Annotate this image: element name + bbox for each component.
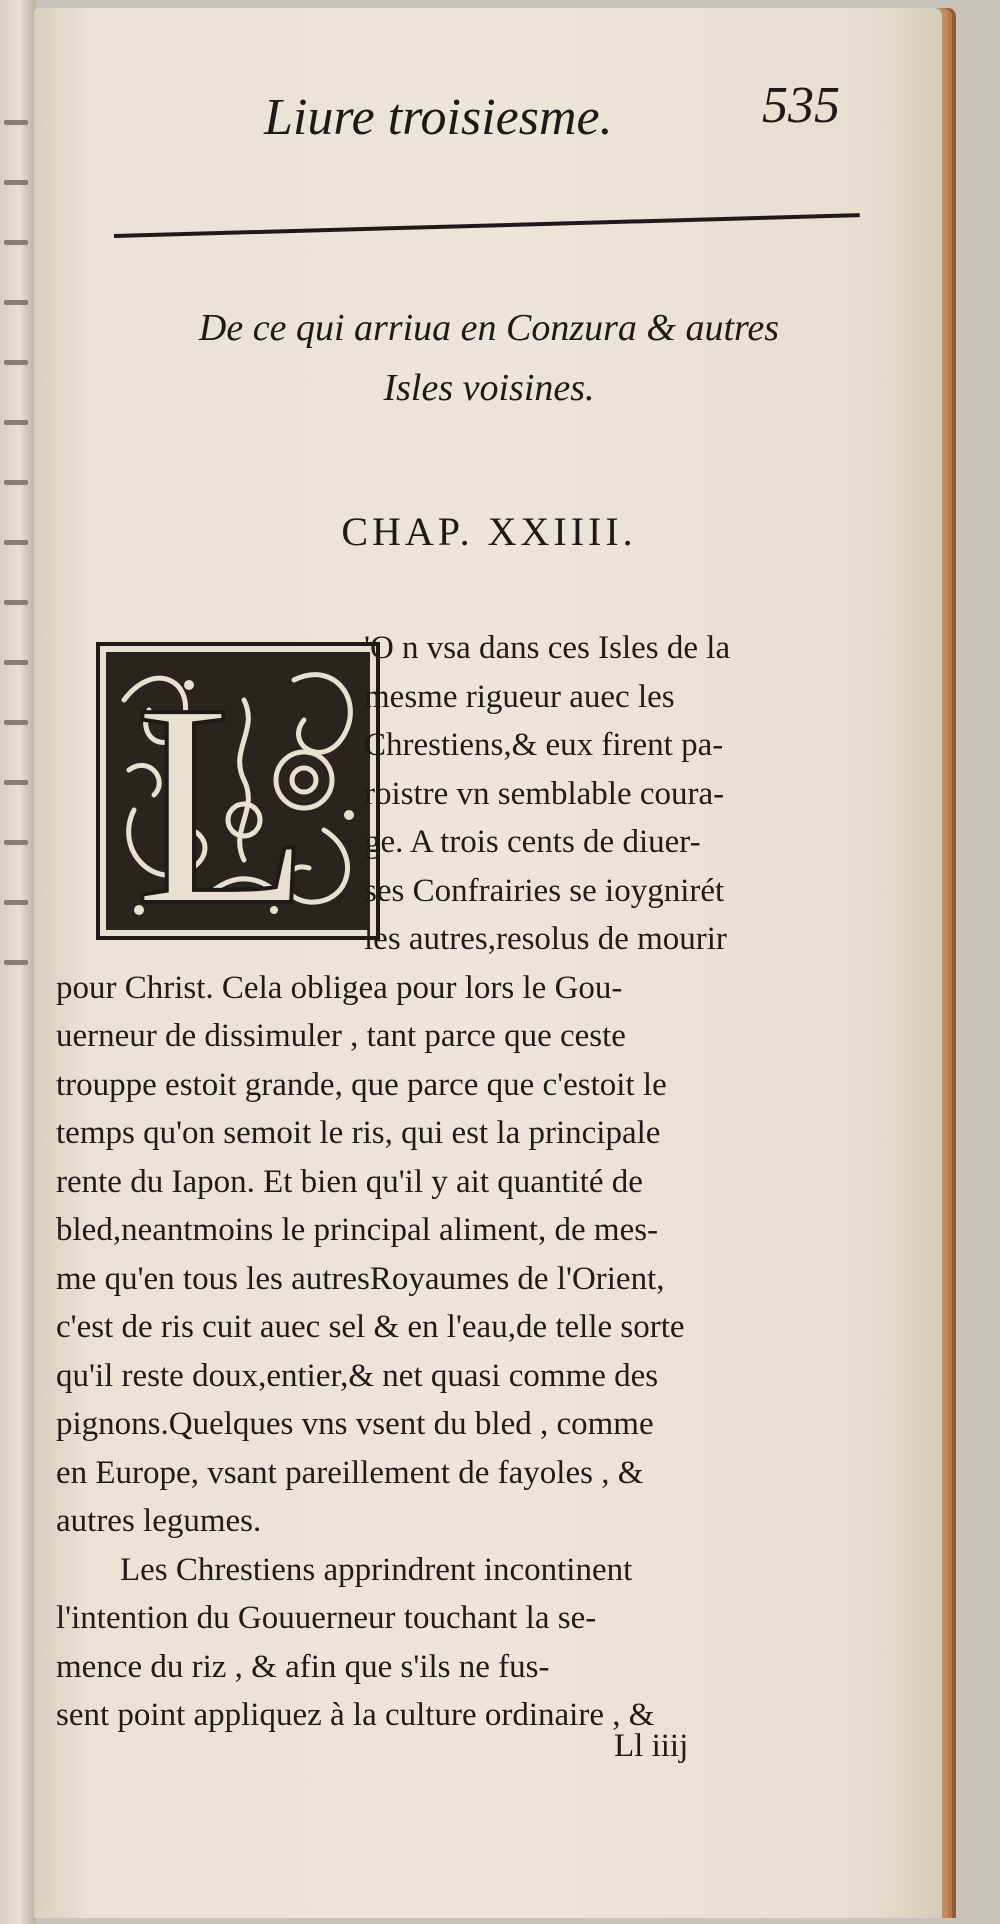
chapter-subtitle-line-1: De ce qui arriua en Conzura & autres [198, 307, 780, 349]
text-line: me qu'en tous les autresRoyaumes de l'Orient, [56, 1260, 665, 1297]
header-rule [114, 213, 860, 238]
text-line: bled,neantmoins le principal aliment, de mes- [56, 1212, 659, 1248]
text-line: uerneur de dissimuler , tant parce que ceste [56, 1018, 626, 1054]
text-line: Chrestiens,& eux firent pa- [364, 727, 724, 763]
catchword-signature: Ll iiij [614, 1728, 689, 1764]
text-line: pour Christ. Cela obligea pour lors le Gou- [56, 969, 623, 1006]
text-line: sent point appliquez à la culture ordinaire , & [56, 1697, 655, 1733]
book-page [34, 8, 942, 1918]
text-line: roistre vn semblable coura- [364, 775, 725, 812]
chapter-subtitle [114, 298, 864, 418]
text-line: qu'il reste doux,entier,& net quasi comme des [56, 1357, 659, 1394]
text-line: pignons.Quelques vns vsent du bled , comme [56, 1406, 654, 1442]
text-line: mesme rigueur auec les [364, 678, 675, 715]
text-line: l'intention du Gouuerneur touchant la se- [56, 1600, 597, 1636]
text-line: autres legumes. [56, 1503, 262, 1539]
dropcap-letter: L [134, 644, 312, 942]
dropcap-ornament-icon [94, 640, 382, 942]
page-number: 535 [762, 77, 840, 134]
running-header-title: Liure troisiesme. [264, 89, 613, 146]
chapter-heading: CHAP. XXIIII. [341, 509, 637, 554]
text-line: en Europe, vsant pareillement de fayoles , & [56, 1454, 644, 1491]
text-line: ses Confrairies se ioygnirét [364, 872, 725, 909]
chapter-subtitle-line-2: Isles voisines. [383, 367, 595, 409]
ornamental-dropcap [94, 640, 382, 942]
left-page-edge [0, 0, 36, 1924]
text-line: temps qu'on semoit le ris, qui est la principale [56, 1115, 661, 1151]
text-line: les autres,resolus de mourir [364, 921, 727, 957]
text-line: 'O n vsa dans ces Isles de la [364, 630, 731, 666]
text-line: trouppe estoit grande, que parce que c'estoit le [56, 1066, 667, 1103]
text-line: ge. A trois cents de diuer- [364, 824, 701, 860]
text-line: rente du Iapon. Et bien qu'il y ait quantité de [56, 1163, 643, 1200]
text-line: Les Chrestiens apprindrent incontinent [120, 1551, 633, 1588]
text-line: mence du riz , & afin que s'ils ne fus- [56, 1648, 550, 1685]
text-line: c'est de ris cuit auec sel & en l'eau,de telle sorte [56, 1309, 685, 1345]
